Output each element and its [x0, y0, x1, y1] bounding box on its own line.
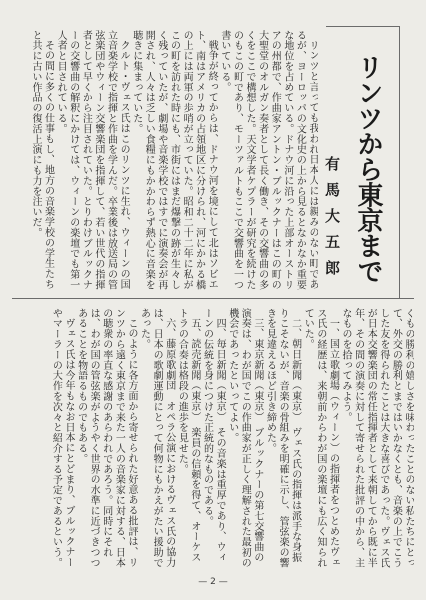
section-divider [12, 298, 414, 299]
upper-paragraph: 戦争が終ってからは、ドナウ河を境にして北はソビエト、南はアメリカの占領地区に分けられ、河にかかる橋の上には両軍の歩哨が立っていた。昭和二十二年に私がこの町を訪れた時にも、市街にはまだ爆撃の跡が生々しく残っていたが、劇場や音楽学校ではすでに演奏会が再開され、人々は乏しい食糧にもかかわらず熱心に音楽を聴きに集まっていた。 [130, 30, 218, 290]
lower-paragraph: ヴェス氏は今年もなお日本にとどまり、ブルックナーやマーラーの大作を次々と紹介する予定であるという。 [50, 308, 74, 568]
lower-paragraph: 四、毎日新聞（東京） その音楽は重厚であり、ウィーンの伝統を身につけた正統的なものである。 [201, 308, 226, 563]
lower-paragraph: 五、読売新聞（東京） 楽員の信頼を得て、オーケストラの合奏は格段の進歩を見せた。 [176, 308, 200, 563]
page-number: — 2 — [198, 577, 228, 587]
title-frame-right-rule [399, 26, 400, 298]
article-title: リンツから東京まで [353, 54, 383, 284]
upper-paragraph: クルト・ヴェス氏はこのリンツに生れ、ウィーンの国立音楽学校で指揮と作曲を学んだ。卒業後は放送局の管弦楽団やウィーン交響楽団を指揮して、若い世代の指揮者として早くから注目されていた。とりわけブルックナーの交響曲の解釈にかけては、ウィーンの楽壇でも第一人者と目されている。 [55, 30, 130, 290]
upper-body-text [14, 30, 318, 292]
lower-paragraph: このように各方面から寄せられた好意ある批評は、リンツから遠く東京まで来た一人の音楽家に対する、日本の聴衆の率直な感謝のあらわれであろう。同時にそれは、わが国の管弦楽がようやく世界の水準に近づきつつあることを物語るものでもある。 [75, 308, 137, 568]
upper-paragraph: その間に多くの仕事もし、地方の音楽学校の学生たちと共に古い作品の復活上演にも力を注いだ。 [29, 30, 54, 290]
author-name: 有馬大五郎 [323, 156, 341, 286]
lower-body-text [12, 308, 414, 570]
lower-paragraph: 六、藤原歌劇団 オペラ公演におけるヴェス氏の協力は、日本の歌劇運動にとって何物にもかえがたい援助であった。 [138, 308, 175, 568]
title-frame-top-rule [326, 26, 400, 27]
lower-paragraph: くもの勝利の嬉しさを味わったことのない私たちにとって、外交の勝利とまではいかなくとも、音楽の上でこうした友を得られたことは大きな喜びであった。ヴェス氏が日本交響楽団の常任指揮者として来朝してから既に半年、その間の演奏に対して寄せられた批評の中から、主なものを拾ってみよう。 [340, 308, 414, 568]
lower-paragraph: 一、国立歌劇場（ウィーン）の指揮者をつとめたヴェス氏の経歴は、来朝前からわが国の楽壇にも広く知られていた。 [302, 308, 339, 568]
lower-paragraph: 三、東京新聞（東京） ブルックナーの第七交響曲の演奏は、わが国でこの作曲家が正しく理解された最初の機会であったといってよい。 [226, 308, 263, 568]
upper-paragraph: リンツと言っても我われ日本人には親みのない町であるが、ヨーロッパの文化史の上から見るとなかなか重要な地位を占めている。ドナウ河に沿った上部オーストリアの州都で、作曲家アントン・ブルックナーはこの町の大聖堂のオルガン奏者として長く働き、その交響曲の多くをここで構想した。天文学者ケプラーが研究を続けたのもこの町であり、モーツァルトもここで交響曲を一つ書いている。 [218, 30, 318, 290]
lower-paragraph: 二、朝日新聞（東京） ヴェス氏の指揮は派手な身振りこそないが、音楽の骨組みを明確に示し、管弦楽の響きを見違えるほど引き締めた。 [264, 308, 301, 568]
